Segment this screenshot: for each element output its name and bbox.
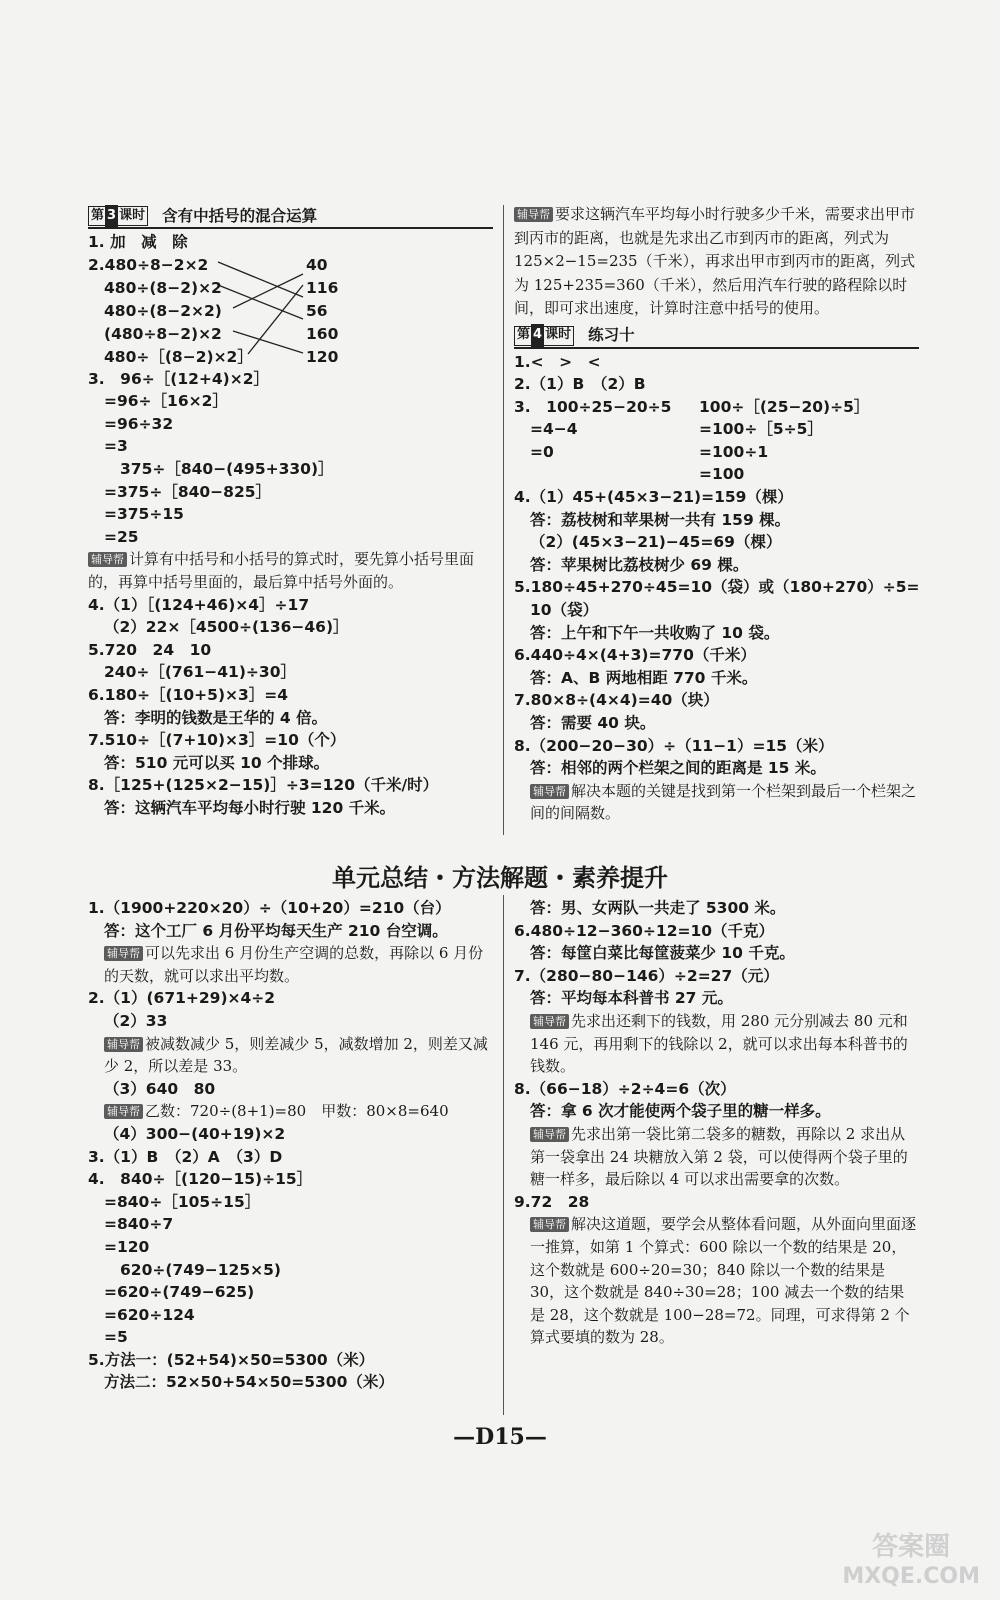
s-q7-line: 7.（280−80−146）÷2=27（元） [514,966,779,985]
s-q3: 3.（1）B （2）A （3）D [88,1147,283,1166]
lesson3-title: 含有中括号的混合运算 [162,206,318,225]
s-q4-line: =840÷［105÷15］ [104,1192,261,1211]
l3-q3-line: 3. 96÷［(12+4)×2］ [88,369,270,388]
l3-q8-line: 8.［125+(125×2−15)］÷3=120（千米/时） [88,776,439,795]
s-q6-line: 6.480÷12−360÷12=10（千克） [514,921,775,940]
l4-q5-line: 5.180÷45+270÷45=10（袋）或（180+270）÷5= [514,578,920,597]
l3-q1: 1. 加 减 除 [88,233,188,251]
l4-q3-right-line: =100 [699,465,745,484]
s-q9: 9.72 28 [514,1192,590,1211]
lesson4-tag: 第 4 课时 [514,326,574,346]
l3-q2-right-1: 116 [306,278,339,297]
l4-q3-right-line: =100÷［5÷5］ [699,420,823,439]
s-note1: 辅导帮 可以先求出 6 月份生产空调的总数，再除以 6 月份的天数，就可以求出平均数。 [104,944,484,985]
lesson4-title: 练习十 [588,326,635,345]
l4-q3 [514,396,919,486]
l3-q7-line: 7.510÷［(7+10)×3］=10（个） [88,731,346,750]
l4-q6-line: 6.440÷4×(4+3)=770（千米） [514,646,756,665]
l3-q2-right-3: 160 [306,324,339,343]
s-q1-line: 1.（1900+220×20）÷（10+20）=210（台） [88,899,451,917]
l3-q2-right-4: 120 [306,347,339,366]
fudaobang-badge: 辅导帮 [88,552,127,567]
s-q4-line: 620÷(749−125×5) [120,1260,281,1279]
fudaobang-badge: 辅导帮 [530,1014,569,1029]
column-divider [503,895,504,1415]
l3-q2-left-3: (480÷8−2)×2 [104,324,222,343]
lesson3-column [88,205,493,819]
l4-q6-line: 答：A、B 两地相距 770 千米。 [530,668,758,687]
l3-note: 辅导帮 计算有中括号和小括号的算式时，要先算小括号里面的，再算中括号里面的，最后算中括号外面的。 [88,550,475,591]
page-number: —D15— [453,1424,547,1450]
fudaobang-badge: 辅导帮 [514,207,553,222]
s-a5: 答：男、女两队一共走了 5300 米。 [530,899,786,917]
l3-q2-left-4: 480÷［(8−2)×2］ [104,347,253,366]
s-note3: 辅导帮 乙数：720÷(8+1)=80 甲数：80×8=640 [88,1100,493,1123]
s-q6-line: 答：每筐白菜比每筐菠菜少 10 千克。 [530,944,795,963]
l3-q3-line: =96÷［16×2］ [104,392,228,411]
l4-note: 辅导帮 解决本题的关键是找到第一个栏架到最后一个栏架之间的间隔数。 [530,781,917,823]
l3-q7-line: 答：510 元可以买 10 个排球。 [104,753,330,772]
lesson3-header [88,205,493,229]
lesson4-header [514,325,919,349]
summary-right-column [514,897,919,1349]
l3-q5-line: 5.720 24 10 [88,640,212,659]
s-q2c: （3）640 80 [104,1079,216,1098]
s-q4-line: =620÷(749−625) [104,1283,255,1302]
s-note8: 辅导帮 先求出第一袋比第二袋多的糖数，再除以 2 求出从第一袋拿出 24 块糖放入第 2 袋，可以使得两个袋子里的糖一样多，最后除以 4 可以求出需要拿的次数。 [530,1124,908,1189]
s-note7: 辅导帮 先求出还剩下的钱数，用 280 元分别减去 80 元和 146 元，再用剩下的钱除以 2，就可以求出每本科普书的钱数。 [530,1011,908,1076]
l3-q4-line: （2）22×［4500÷(136−46)］ [104,618,349,637]
l4-q4-line: 答：苹果树比荔枝树少 69 棵。 [530,555,749,574]
s-q5-line: 方法二：52×50+54×50=5300（米） [104,1373,394,1392]
s-q1-line: 答：这个工厂 6 月份平均每天生产 210 台空调。 [104,921,448,940]
summary-left-column [88,897,493,1394]
column-divider [503,205,504,835]
l4-q3-left-line: =0 [530,442,554,461]
l4-q4-line: （2）(45×3−21)−45=69（棵） [530,533,782,552]
s-q2-line: 2.（1）(671+29)×4÷2 [88,989,276,1008]
l3-q3-line: =25 [104,527,139,546]
s-q8-line: 8.（66−18）÷2÷4=6（次） [514,1079,736,1098]
l3-q3-line: =3 [104,437,128,456]
s-q8-line: 答：拿 6 次才能使两个袋子里的糖一样多。 [530,1102,831,1121]
section-title: 单元总结・方法解题・素养提升 [332,863,668,892]
l4-q5-line: 10（袋） [530,601,599,620]
s-q7-line: 答：平均每本科普书 27 元。 [530,989,733,1008]
fudaobang-badge: 辅导帮 [530,1217,569,1232]
l3-q2-matching [88,254,493,368]
l3-q3-line: 375÷［840−(495+330)］ [120,459,334,478]
fudaobang-badge: 辅导帮 [530,784,569,799]
l3-q2-left-1: 480÷(8−2)×2 [104,278,222,297]
l3-q2-right-0: 40 [306,255,328,274]
fudaobang-badge: 辅导帮 [104,1037,143,1052]
l3-q6-line: 6.180÷［(10+5)×3］=4 [88,685,289,704]
s-q4-line: =840÷7 [104,1215,174,1234]
fudaobang-badge: 辅导帮 [104,946,143,961]
l4-q4-line: 答：荔枝树和苹果树一共有 159 棵。 [530,510,791,529]
s-q2d: （4）300−(40+19)×2 [104,1124,286,1143]
l4-q5-line: 答：上午和下午一共收购了 10 袋。 [530,623,780,642]
l3-q2-right-2: 56 [306,301,328,320]
watermark-logo: 答案圈 MXQE.COM [842,1532,980,1589]
l3-q6-line: 答：李明的钱数是王华的 4 倍。 [104,708,328,727]
l4-q2: 2.（1）B （2）B [514,375,646,394]
l4-q3-left-line: =4−4 [530,420,578,439]
l4-q8-line: 8.（200−20−30）÷（11−1）=15（米） [514,736,834,755]
l4-q3-right-line: 100÷［(25−20)÷5］ [699,397,870,416]
l3-q2-left-0: 2.480÷8−2×2 [88,255,209,274]
l4-q7-line: 答：需要 40 块。 [530,714,656,732]
s-note9: 辅导帮 解决这道题，要学会从整体看问题，从外面向里面逐一推算，如第 1 个算式：600 除以一个数的结果是 20，这个数就是 600÷20=30；840 除以一个数的结果是 30，这个数就是 840÷30=28；100 减去一个数的结果是 28，这个数就是 100−28=72。同理，可求得第 2 个算式要填的数为 28。 [530,1215,917,1347]
s-q5-line: 5.方法一：(52+54)×50=5300（米） [88,1350,375,1369]
l4-q7-line: 7.80×8÷(4×4)=40（块） [514,691,719,710]
l3-q8-line: 答：这辆汽车平均每小时行驶 120 千米。 [104,798,396,817]
fudaobang-badge: 辅导帮 [530,1127,569,1142]
l3-q2-left-2: 480÷(8−2×2) [104,301,222,320]
l4-q3-right-line: =100÷1 [699,442,769,461]
s-q4-line: =620÷124 [104,1305,195,1324]
l3-q3-line: =375÷［840−825］ [104,482,272,501]
r-top-note: 辅导帮 要求这辆汽车平均每小时行驶多少千米，需要求出甲市到丙市的距离，也就是先求出乙市到丙市的距离，列式为 125×2−15=235（千米），再求出甲市到丙市的距离，列式为 125+235=360（千米），然后用汽车行驶的路程除以时间，即可求出速度，计算时注意中括号的使用。 [514,205,916,317]
l4-q3-left-line: 3. 100÷25−20÷5 [514,397,672,416]
l3-q3-line: =375÷15 [104,505,184,524]
l4-q1: 1.< > < [514,352,601,371]
fudaobang-badge: 辅导帮 [104,1104,143,1119]
s-q4-line: =120 [104,1237,150,1256]
l4-q8-line: 答：相邻的两个栏架之间的距离是 15 米。 [530,759,826,778]
s-note2: 辅导帮 被减数减少 5，则差减少 5，减数增加 2，则差又减少 2，所以差是 33。 [104,1034,488,1076]
right-top-column [514,203,919,825]
s-q2-line: （2）33 [104,1011,168,1030]
l3-q5-line: 240÷［(761−41)÷30］ [104,663,296,682]
l3-q4-line: 4.（1）［(124+46)×4］÷17 [88,595,310,614]
lesson3-tag: 第 3 课时 [88,206,148,226]
l4-q4-line: 4.（1）45+(45×3−21)=159（棵） [514,488,793,507]
s-q4-line: 4. 840÷［(120−15)÷15］ [88,1170,313,1189]
l3-q3-line: =96÷32 [104,414,174,433]
s-q4-line: =5 [104,1328,128,1347]
